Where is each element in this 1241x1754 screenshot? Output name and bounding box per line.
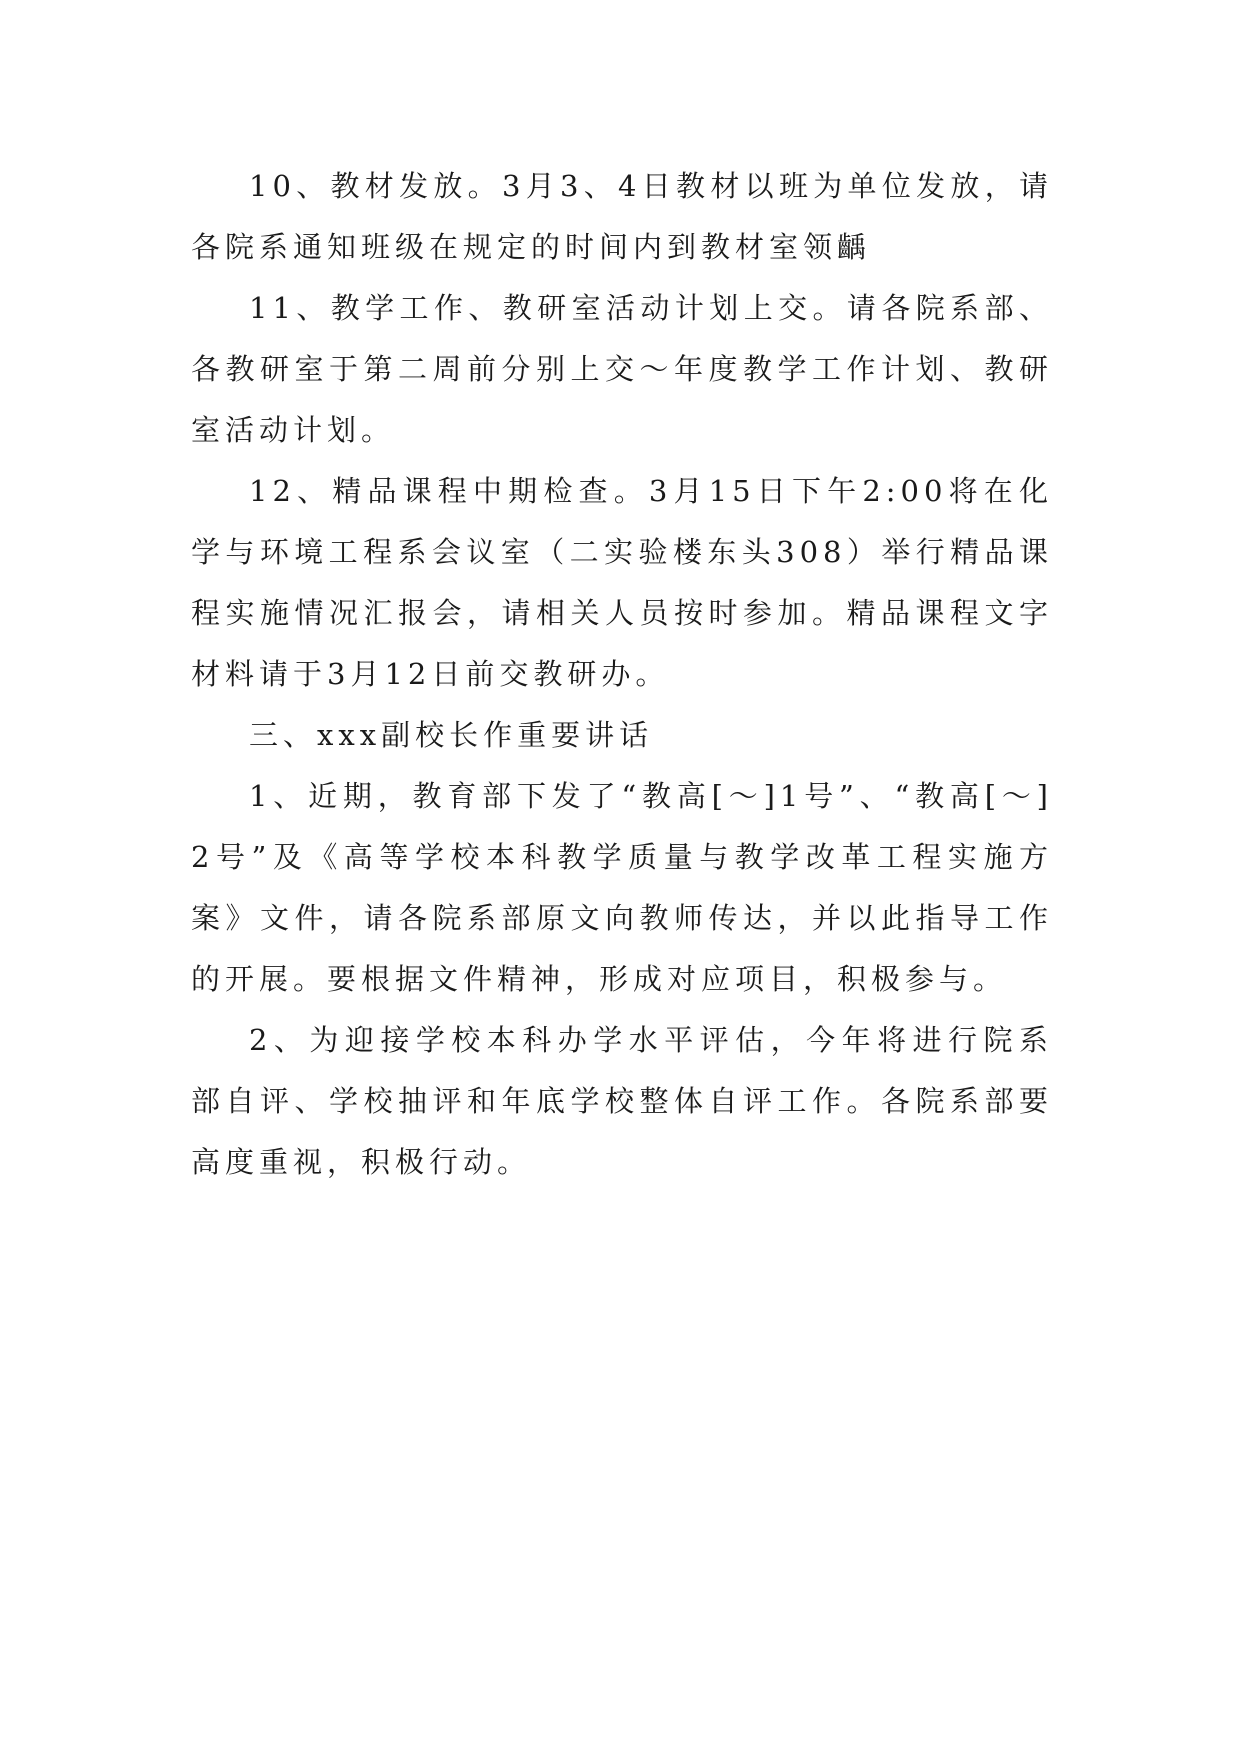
paragraph-ministry-documents: 1、近期，教育部下发了“教高[～]1号”、“教高[～]2号”及《高等学校本科教学质量与教学改革工程实施方案》文件，请各院系部原文向教师传达，并以此指导工作的开展。要根据文件精神，形成对应项目，积极参与。 [191,779,1053,996]
paragraph-teaching-plan-submission: 11、教学工作、教研室活动计划上交。请各院系部、各教研室于第二周前分别上交～年度教学工作计划、教研室活动计划。 [191,291,1053,447]
paragraph-evaluation-preparation: 2、为迎接学校本科办学水平评估，今年将进行院系部自评、学校抽评和年底学校整体自评工作。各院系部要高度重视，积极行动。 [191,1023,1053,1179]
section-heading-vice-principal-speech: 三、xxx副校长作重要讲话 [249,718,654,752]
paragraph-textbook-distribution: 10、教材发放。3月3、4日教材以班为单位发放，请各院系通知班级在规定的时间内到教材室领齲 [191,169,1053,264]
paragraph-course-midterm-check: 12、精品课程中期检查。3月15日下午2:00将在化学与环境工程系会议室（二实验楼东头308）举行精品课程实施情况汇报会，请相关人员按时参加。精品课程文字材料请于3月12日前交教研办。 [191,474,1053,691]
document-body [191,156,1053,1193]
